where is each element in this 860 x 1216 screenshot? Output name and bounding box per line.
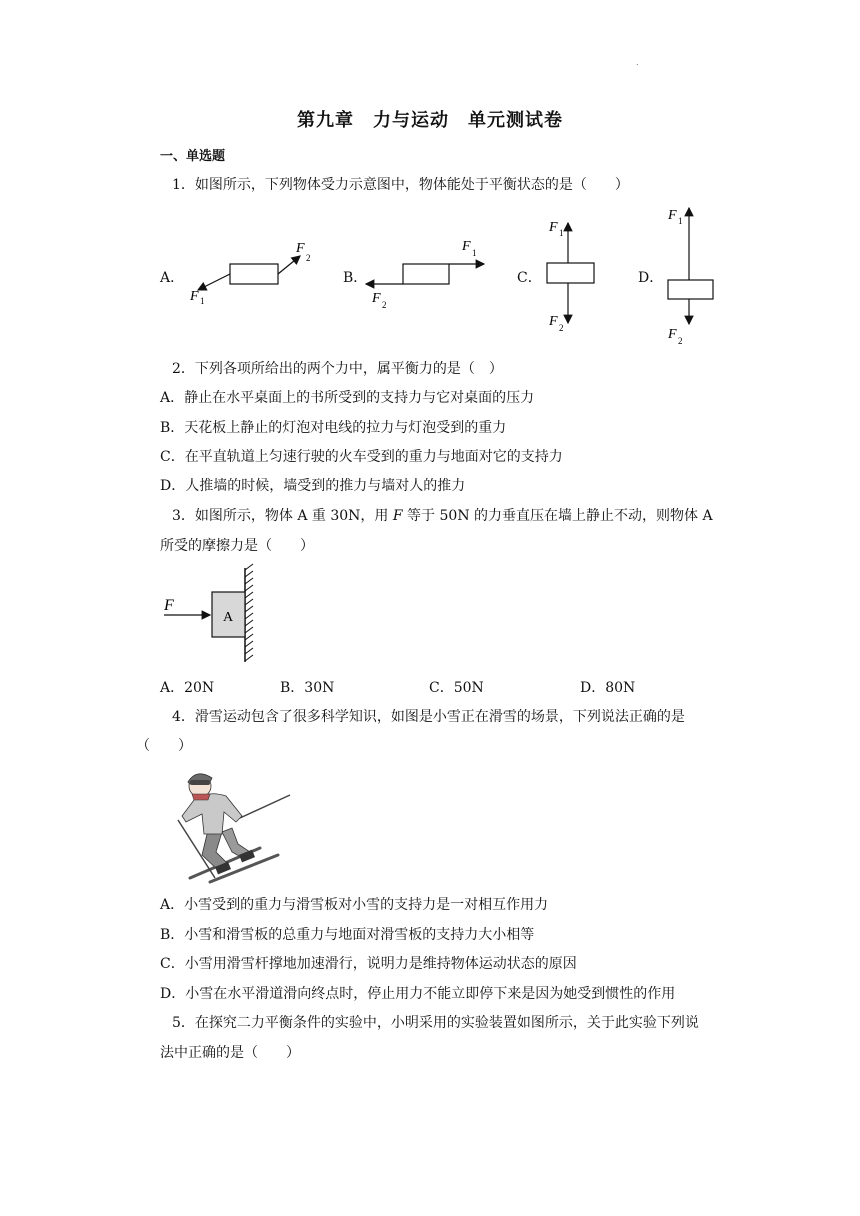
question-4-stem-line-2: （ ）: [136, 738, 192, 754]
diagram-c: [547, 220, 594, 333]
page-title: 第九章 力与运动 单元测试卷: [297, 110, 563, 131]
diagram-a-force-1: [198, 274, 230, 290]
q3-stem-force: F: [392, 508, 403, 524]
q1-force-diagrams: [0, 0, 860, 360]
diagram-b: [366, 239, 484, 310]
q1-option-d-label: D．: [638, 270, 664, 286]
q3-option-d: D．80N: [580, 680, 636, 696]
diagram-a: [189, 241, 311, 306]
question-2-stem: 2．下列各项所给出的两个力中，属平衡力的是（ ）: [172, 361, 503, 377]
question-5-stem: 5．在探究二力平衡条件的实验中，小明采用的实验装置如图所示，关于此实验下列说: [172, 1015, 699, 1031]
question-3-stem: [172, 505, 713, 525]
q1-option-a-label: A．: [160, 270, 185, 286]
q1-option-b-label: B．: [343, 270, 368, 286]
q2-option-d: D．人推墙的时候，墙受到的推力与墙对人的推力: [160, 478, 466, 494]
diagram-b-block: [403, 264, 449, 284]
question-4-stem: 4．滑雪运动包含了很多科学知识，如图是小雪正在滑雪的场景，下列说法正确的是: [172, 709, 685, 725]
diagram-d-f2-label: F: [668, 327, 677, 342]
q2-option-a: A．静止在水平桌面上的书所受到的支持力与它对桌面的压力: [160, 390, 535, 406]
diagram-b-f1-label: F: [462, 239, 471, 254]
diagram-c-f1-label: F: [549, 220, 558, 235]
diagram-b-f2-label: F: [372, 291, 381, 306]
scarf: [192, 794, 210, 800]
q3-wall-hatching: [245, 564, 253, 661]
diagram-c-f1-sub: 1: [559, 228, 564, 238]
q4-option-d: D．小雪在水平滑道滑向终点时，停止用力不能立即停下来是因为她受到惯性的作用: [160, 986, 676, 1002]
q4-skier-illustration: [160, 760, 295, 885]
question-3-stem-line-2: 所受的摩擦力是（ ）: [160, 538, 314, 554]
diagram-d-f2-sub: 2: [678, 336, 683, 346]
diagram-a-f2-sub: 2: [306, 253, 311, 263]
q1-option-c-label: C．: [517, 270, 542, 286]
diagram-a-f2-label: F: [296, 241, 305, 256]
question-1-stem: 1．如图所示，下列物体受力示意图中，物体能处于平衡状态的是（ ）: [172, 177, 629, 193]
q3-option-a: A．20N: [160, 680, 215, 696]
diagram-a-force-2: [278, 256, 300, 274]
q4-option-a: A．小雪受到的重力与滑雪板对小雪的支持力是一对相互作用力: [160, 897, 549, 913]
diagram-d: [667, 208, 713, 346]
q3-option-c: C．50N: [429, 680, 484, 696]
diagram-b-f2-sub: 2: [382, 300, 387, 310]
q2-option-b: B．天花板上静止的灯泡对电线的拉力与灯泡受到的重力: [160, 420, 507, 436]
diagram-d-f1-sub: 1: [678, 216, 683, 226]
jacket: [182, 794, 242, 834]
page-mark: .: [636, 58, 639, 67]
diagram-c-f2-label: F: [549, 314, 558, 329]
question-5-stem-line-2: 法中正确的是（ ）: [160, 1045, 300, 1061]
q3-option-b: B．30N: [280, 680, 335, 696]
pole-2: [240, 795, 290, 818]
q3-force-label: F: [164, 597, 174, 614]
section-heading: 一、单选题: [160, 149, 226, 164]
q4-option-c: C．小雪用滑雪杆撑地加速滑行，说明力是维持物体运动状态的原因: [160, 956, 577, 972]
q3-stem-part-2: 等于 50N 的力垂直压在墙上静止不动，则物体 A: [402, 508, 713, 524]
q3-figure: [150, 560, 280, 670]
q3-stem-part-1: 3．如图所示，物体 A 重 30N，用: [172, 508, 393, 524]
q4-option-b: B．小雪和滑雪板的总重力与地面对滑雪板的支持力大小相等: [160, 927, 535, 943]
diagram-a-block: [230, 264, 278, 284]
q2-option-c: C．在平直轨道上匀速行驶的火车受到的重力与地面对它的支持力: [160, 449, 563, 465]
diagram-d-block: [668, 280, 713, 299]
goggles: [190, 780, 210, 785]
diagram-a-f1-sub: 1: [200, 296, 205, 306]
diagram-b-f1-sub: 1: [472, 248, 477, 258]
q3-block-label: A: [222, 610, 234, 625]
diagram-a-f1-label: F: [190, 289, 199, 304]
diagram-c-f2-sub: 2: [559, 323, 564, 333]
diagram-d-f1-label: F: [668, 208, 677, 223]
diagram-c-block: [547, 263, 594, 283]
